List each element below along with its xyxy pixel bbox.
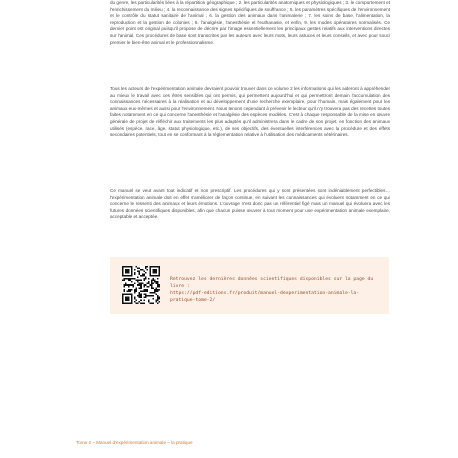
resource-callout [110, 257, 389, 314]
page-footer: Tome 2 – Manuel d'expérimentation animale – la pratique [76, 440, 193, 445]
paragraph-1: du genre, les particularités liées à la répartition géographique ; 2. les particularités anatomiques et physiologiques ; 3. le comportement et l'enrichissement du milieu ; 4. la reconnaissance des signes spécifiques de souffrance ; 5. les paramètres spécifiques de l'environnement et le contrôle du statut sanitaire de l'animal ; 6. la gestion des animaux dans l'animalerie ; 7. les soins de base, l'alimentation, la reproduction et la gestion de colonies ; 8. l'analgésie, l'anesthésie et l'euthanasie, et enfin, 9. les modes opératoires normalisés. Ce dernier point est original puisqu'il propose de décrire par l'image essentiellement les principaux gestes relatifs aux interventions directes sur l'animal. Ces procédures de base sont transcrites par les auteurs avec leurs mots, leurs astuces et leurs conseils, et avec pour souci premier le bien-être animal et le professionnalisme. [110, 0, 390, 45]
paragraph-3: Ce manuel se veut avant tout indicatif et non prescriptif. Les procédures qui y sont présentées sont indéniablement perfectibles… l'expérimentation animale doit en effet s'améliorer de façon continue, en suivant les connaissances qui évoluent notamment en ce qui concerne le ressenti des animaux et leurs émotions. L'ouvrage n'est donc pas un référentiel figé mais un manuel qui évoluera avec les futures données scientifiques disponibles, afin que chacun puisse œuvrer à tout moment pour une expérimentation animale exemplaire, acceptable et acceptée. [110, 188, 390, 220]
text-column [110, 188, 390, 221]
callout-text [170, 276, 382, 304]
callout-link[interactable]: https://pdf-editions.fr/produit/manuel-dexperimentation-animale-la-pratique-tome-2/ [170, 291, 360, 303]
paragraph-2: Tous les acteurs de l'expérimentation animale devraient pouvoir trouver dans ce volume 2 les informations qui les aideront à appréhender au mieux le travail avec ces êtres sensibles qui ont permis, qui permettent aujourd'hui et qui permettront demain l'accumulation des connaissances nécessaires à la réalisation et au développement d'une recherche exemplaire, pour l'humain, mais également pour les animaux eux-mêmes et aussi pour l'environnement. Nous tenons cependant à prévenir le lecteur qu'il n'y trouvera pas des recettes toutes faites notamment en ce qui concerne l'anesthésie et l'analgésie des espèces modèles. C'est à chaque responsable de la mise en œuvre générale de projet de réfléchir aux traitements les plus adaptés qu'il administrera dans le cadre de son projet, en fonction des animaux utilisés (espèce, race, âge, statut physiologique, etc.), de ses objectifs, des éventuelles interférences avec la procédure et des effets secondaires potentiels, tout en se conformant à la réglementation relative à l'utilisation des médicaments vétérinaires. [110, 86, 390, 138]
text-column [110, 0, 390, 46]
callout-intro: Retrouvez les dernières données scientifiques disponibles sur la page du livre : [170, 277, 374, 289]
qr-code-icon[interactable] [122, 266, 160, 304]
text-column [110, 86, 390, 139]
